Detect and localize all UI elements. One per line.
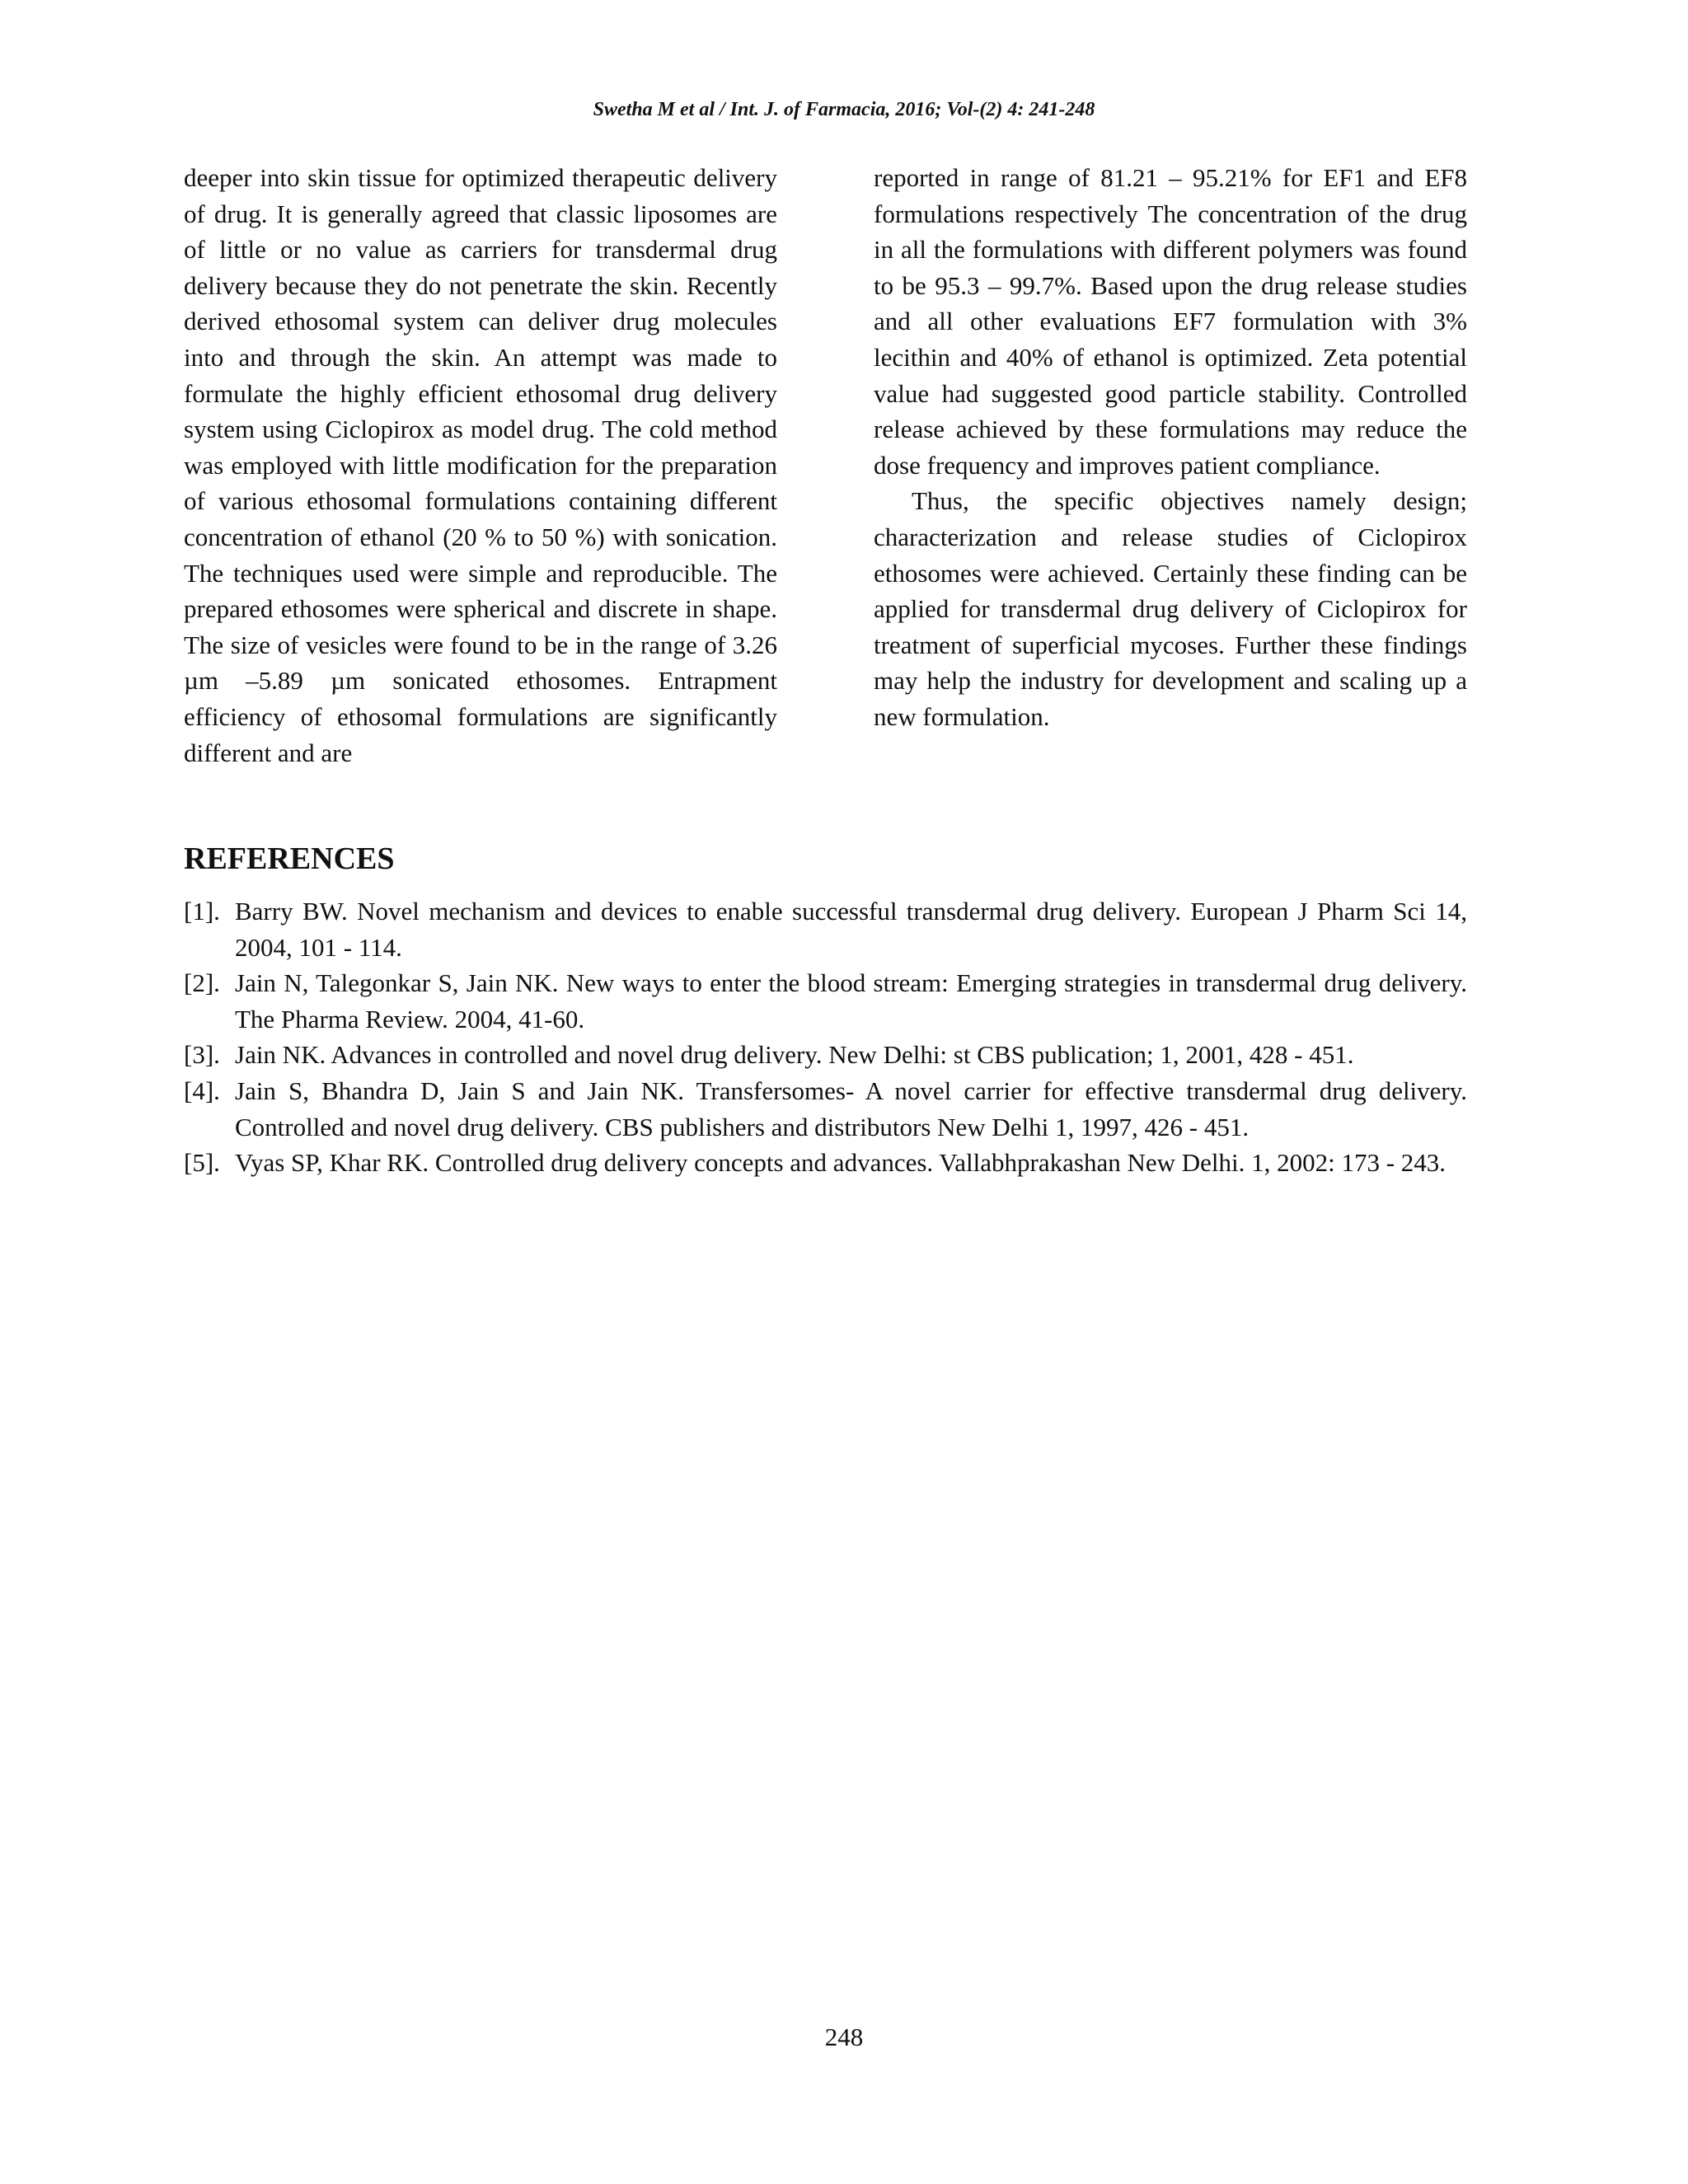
running-header: Swetha M et al / Int. J. of Farmacia, 2016; Vol-(2) 4: 241-248 [593,99,1095,120]
reference-item [184,1037,1467,1073]
reference-item [184,965,1467,1037]
reference-item [184,1073,1467,1145]
reference-text: Jain NK. Advances in controlled and novel drug delivery. New Delhi: st CBS publication; 1, 2001, 428 - 451. [235,1040,1354,1070]
body-paragraph: reported in range of 81.21 – 95.21% for EF1 and EF8 formulations respectively The concentration of the drug in all the formulations with different polymers was found to be 95.3 – 99.7%. Based upon the drug release studies and all other evaluations EF7 formulation with 3% lecithin and 40% of ethanol is optimized. Zeta potential value had suggested good particle stability. Controlled release achieved by these formulations may reduce the dose frequency and improves patient compliance. [874,163,1467,480]
page-number: 248 [824,2022,864,2051]
reference-number: [5]. [184,1148,220,1178]
reference-text: Jain N, Talegonkar S, Jain NK. New ways to enter the blood stream: Emerging strategies in transdermal drug delivery. The Pharma Review. 2004, 41-60. [235,968,1467,1033]
reference-text: Vyas SP, Khar RK. Controlled drug delivery concepts and advances. Vallabhprakashan New Delhi. 1, 2002: 173 - 243. [235,1148,1447,1178]
reference-list [184,893,1467,1181]
reference-text: Jain S, Bhandra D, Jain S and Jain NK. Transfersomes- A novel carrier for effective transdermal drug delivery. Controlled and novel drug delivery. CBS publishers and distributors New Delhi 1, 1997, 426 - 451. [235,1076,1467,1141]
reference-number: [3]. [184,1040,220,1070]
reference-number: [1]. [184,897,220,926]
body-paragraph: Thus, the specific objectives namely design; characterization and release studies of Ciclopirox ethosomes were achieved. Certainly these finding can be applied for transdermal drug delivery of Ciclopirox for treatment of superficial mycoses. Further these findings may help the industry for development and scaling up a new formulation. [874,486,1467,731]
reference-number: [4]. [184,1076,220,1105]
references-heading: REFERENCES [184,841,395,876]
reference-text: Barry BW. Novel mechanism and devices to enable successful transdermal drug delivery. European J Pharm Sci 14, 2004, 101 - 114. [235,897,1467,962]
left-column [184,160,777,771]
reference-number: [2]. [184,968,220,998]
right-column [874,160,1467,735]
reference-item [184,893,1467,965]
reference-item [184,1145,1467,1181]
body-paragraph: deeper into skin tissue for optimized therapeutic delivery of drug. It is generally agreed that classic liposomes are of little or no value as carriers for transdermal drug delivery because they do not penetrate the skin. Recently derived ethosomal system can deliver drug molecules into and through the skin. An attempt was made to formulate the highly efficient ethosomal drug delivery system using Ciclopirox as model drug. The cold method was employed with little modification for the preparation of various ethosomal formulations containing different concentration of ethanol (20 % to 50 %) with sonication. The techniques used were simple and reproducible. The prepared ethosomes were spherical and discrete in shape. The size of vesicles were found to be in the range of 3.26 µm –5.89 µm sonicated ethosomes. Entrapment efficiency of ethosomal formulations are significantly different and are [184,163,777,767]
